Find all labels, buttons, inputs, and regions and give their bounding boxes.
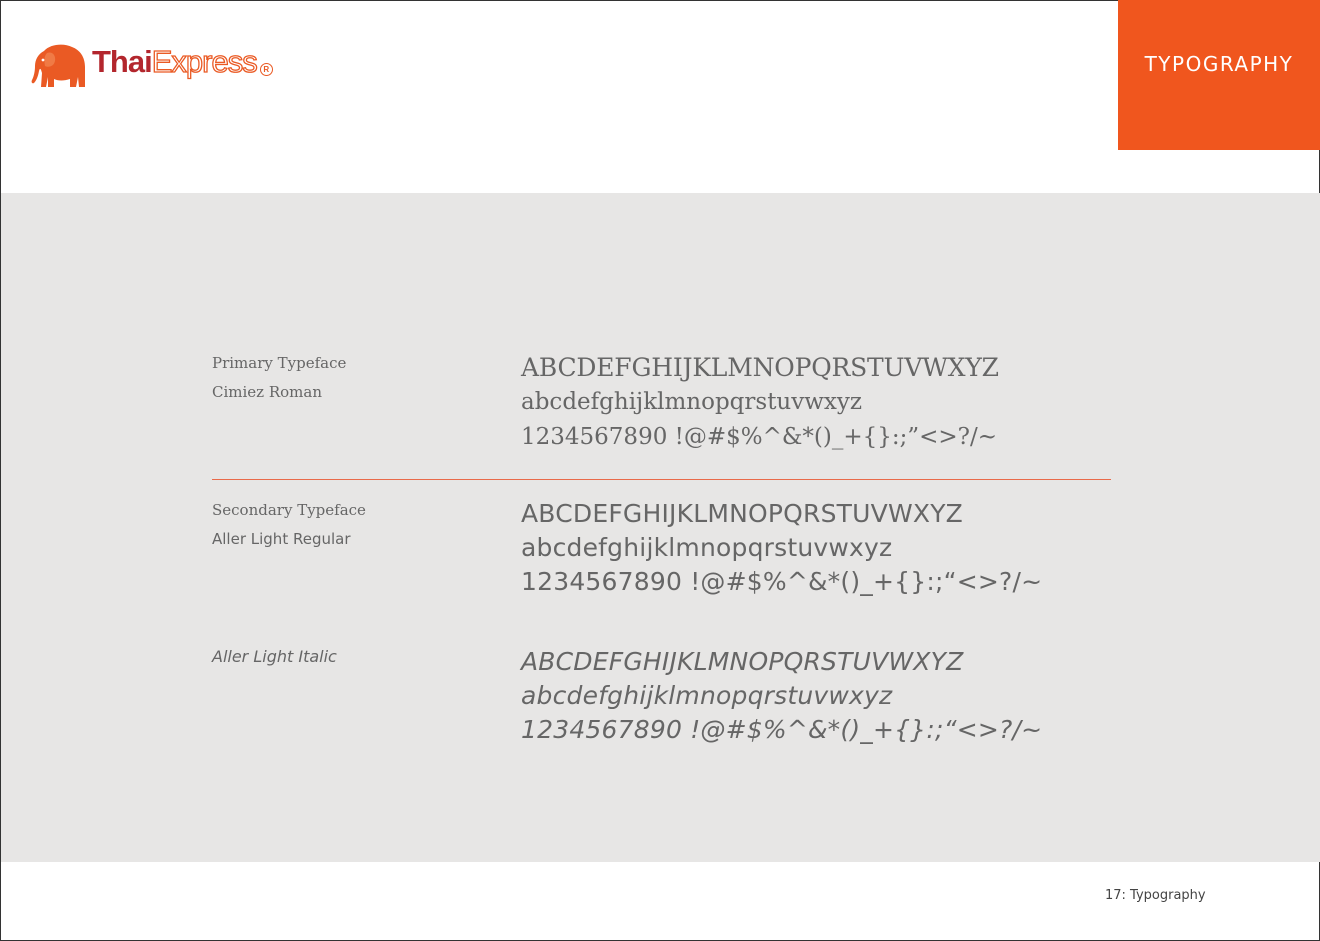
secondary-numerals: 1234567890 !@#$%^&*()_+{}:;“<>?/~ bbox=[521, 567, 1043, 596]
elephant-icon bbox=[30, 41, 88, 95]
italic-specimen bbox=[521, 645, 1042, 747]
secondary-specimen bbox=[521, 497, 1042, 599]
primary-numerals: 1234567890 !@#$%^&*()_+{}:;”<>?/~ bbox=[521, 424, 998, 450]
page-footer-label: 17: Typography bbox=[1105, 888, 1206, 903]
primary-lowercase: abcdefghijklmnopqrstuvwxyz bbox=[521, 389, 863, 415]
secondary-lowercase: abcdefghijklmnopqrstuvwxyz bbox=[521, 533, 893, 562]
section-tab bbox=[1118, 0, 1320, 150]
brand-wordmark bbox=[92, 44, 273, 80]
secondary-typeface-name: Aller Light Regular bbox=[212, 530, 351, 548]
registered-mark: R bbox=[260, 63, 273, 76]
italic-numerals: 1234567890 !@#$%^&*()_+{}:;“<>?/~ bbox=[521, 715, 1043, 744]
section-title: TYPOGRAPHY bbox=[1144, 52, 1294, 76]
brand-word-express: Express bbox=[151, 44, 257, 79]
primary-specimen bbox=[521, 350, 999, 455]
primary-uppercase: ABCDEFGHIJKLMNOPQRSTUVWXYZ bbox=[521, 353, 999, 382]
section-divider bbox=[212, 479, 1111, 480]
italic-typeface-name: Aller Light Italic bbox=[212, 647, 337, 666]
secondary-typeface-role: Secondary Typeface bbox=[212, 501, 366, 519]
brand-logo bbox=[30, 40, 273, 96]
primary-typeface-role: Primary Typeface bbox=[212, 354, 347, 372]
italic-lowercase: abcdefghijklmnopqrstuvwxyz bbox=[521, 681, 893, 710]
brand-word-thai: Thai bbox=[92, 44, 152, 79]
primary-typeface-name: Cimiez Roman bbox=[212, 383, 322, 401]
secondary-uppercase: ABCDEFGHIJKLMNOPQRSTUVWXYZ bbox=[521, 499, 963, 528]
italic-uppercase: ABCDEFGHIJKLMNOPQRSTUVWXYZ bbox=[521, 647, 964, 676]
